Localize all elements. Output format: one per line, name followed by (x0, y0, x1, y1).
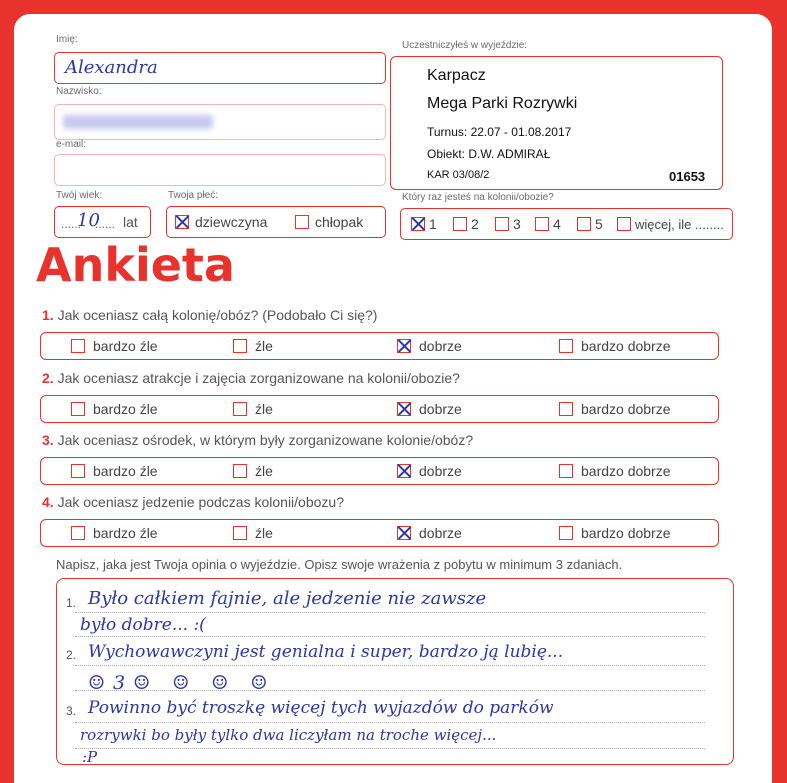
answer-label: bardzo źle (93, 338, 158, 355)
opinion-3-line-1: Powinno być troszkę więcej tych wyjazdów do parków (88, 698, 554, 718)
checkbox-icon[interactable] (233, 526, 247, 540)
opinion-prompt: Napisz, jaka jest Twoja opinia o wyjeździe. Opisz swoje wrażenia z pobytu w minimum 3 zdaniach. (56, 557, 623, 572)
answer-label: bardzo źle (93, 463, 158, 480)
answer-option[interactable] (71, 462, 158, 479)
answer-label: źle (255, 463, 273, 480)
answer-bar-4 (40, 519, 719, 547)
opinion-tail: :P (82, 748, 98, 766)
surname-label: Nazwisko: (56, 86, 102, 97)
opinion-num-2: 2. (66, 648, 77, 662)
answer-label: bardzo dobrze (581, 338, 671, 355)
checkbox-icon[interactable] (71, 526, 85, 540)
trip-code: KAR 03/08/2 (427, 169, 490, 181)
checkbox-icon[interactable] (559, 402, 573, 416)
times-option-5[interactable]: 5 (577, 215, 603, 232)
answer-option[interactable] (233, 524, 273, 541)
times-label: Który raz jesteś na kolonii/obozie? (402, 192, 554, 203)
answer-option[interactable] (71, 337, 158, 354)
checkbox-icon[interactable] (233, 402, 247, 416)
trip-city: Karpacz (427, 67, 486, 84)
question-2 (42, 370, 460, 386)
answer-option[interactable] (397, 462, 462, 479)
question-number: 1. (42, 307, 54, 323)
trip-obiekt: Obiekt: D.W. ADMIRAŁ (427, 147, 551, 161)
checkbox-icon[interactable] (453, 217, 467, 231)
answer-option[interactable] (559, 400, 671, 417)
age-value: 10 (77, 210, 100, 231)
checkbox-icon[interactable] (495, 217, 509, 231)
checkbox-icon[interactable] (397, 339, 411, 353)
checkbox-icon[interactable] (397, 402, 411, 416)
question-4 (42, 494, 344, 510)
answer-bar-1 (40, 332, 719, 360)
answer-label: dobrze (419, 525, 462, 542)
gender-option-boy[interactable]: chłopak (295, 213, 363, 230)
age-field[interactable] (54, 206, 151, 238)
answer-option[interactable] (559, 462, 671, 479)
question-text: Jak oceniasz jedzenie podczas kolonii/obozu? (53, 494, 344, 510)
trip-number: 01653 (669, 169, 706, 184)
name-value: Alexandra (65, 57, 158, 78)
trip-turnus: Turnus: 22.07 - 01.08.2017 (427, 125, 572, 139)
opinion-num-3: 3. (66, 704, 77, 718)
checkbox-icon[interactable] (617, 217, 631, 231)
answer-label: dobrze (419, 463, 462, 480)
checkbox-icon[interactable] (295, 215, 309, 229)
times-option-1[interactable]: 1 (411, 215, 437, 232)
question-text: Jak oceniasz ośrodek, w którym były zorganizowane kolonie/obóz? (53, 432, 474, 448)
age-unit: lat (123, 214, 138, 230)
answer-option[interactable] (559, 524, 671, 541)
opinion-3-line-2: rozrywki bo były tylko dwa liczyłam na troche więcej... (80, 726, 497, 744)
answer-label: bardzo dobrze (581, 525, 671, 542)
answer-option[interactable] (233, 462, 273, 479)
answer-label: źle (255, 338, 273, 355)
opinion-1-line-2: było dobre... :( (80, 615, 206, 635)
checkbox-icon[interactable] (397, 526, 411, 540)
age-dots-right: ...... (95, 217, 116, 231)
question-text: Jak oceniasz całą kolonię/obóz? (Podobało Ci się?) (53, 307, 378, 323)
checkbox-icon[interactable] (71, 339, 85, 353)
trip-park: Mega Parki Rozrywki (427, 95, 578, 112)
times-option-4[interactable]: 4 (535, 215, 561, 232)
checkbox-icon[interactable] (397, 464, 411, 478)
gender-label: Twoja płeć: (168, 190, 219, 201)
age-label: Twój wiek: (56, 190, 103, 201)
answer-bar-2 (40, 395, 719, 423)
answer-label: bardzo dobrze (581, 463, 671, 480)
gender-option-girl[interactable]: dziewczyna (175, 213, 267, 230)
answer-label: bardzo dobrze (581, 401, 671, 418)
checkbox-icon[interactable] (233, 464, 247, 478)
answer-label: dobrze (419, 401, 462, 418)
email-label: e-mail: (56, 139, 87, 150)
checkbox-icon[interactable] (577, 217, 591, 231)
answer-option[interactable] (397, 337, 462, 354)
answer-bar-3 (40, 457, 719, 485)
answer-label: źle (255, 401, 273, 418)
opinion-2-line-2: ☺3☺ ☺ ☺ ☺ (88, 672, 276, 694)
checkbox-icon[interactable] (559, 464, 573, 478)
answer-option[interactable] (233, 337, 273, 354)
redacted-surname (63, 115, 213, 129)
answer-label: źle (255, 525, 273, 542)
question-number: 3. (42, 432, 54, 448)
opinion-num-1: 1. (66, 596, 77, 610)
checkbox-icon[interactable] (175, 215, 189, 229)
question-1 (42, 307, 377, 323)
opinion-1-line-1: Było całkiem fajnie, ale jedzenie nie zawsze (88, 588, 487, 609)
name-label: Imię: (56, 34, 78, 45)
answer-option[interactable] (397, 400, 462, 417)
answer-label: bardzo źle (93, 525, 158, 542)
answer-option[interactable] (71, 524, 158, 541)
checkbox-icon[interactable] (559, 339, 573, 353)
times-option-3[interactable]: 3 (495, 215, 521, 232)
answer-label: bardzo źle (93, 401, 158, 418)
times-option-2[interactable]: 2 (453, 215, 479, 232)
question-3 (42, 432, 473, 448)
gender-field (166, 206, 386, 238)
name-field[interactable] (54, 52, 386, 84)
trip-label: Uczestniczyłeś w wyjeździe: (402, 40, 528, 51)
survey-title: Ankieta (36, 238, 235, 292)
checkbox-icon[interactable] (71, 464, 85, 478)
question-number: 2. (42, 370, 54, 386)
question-number: 4. (42, 494, 54, 510)
answer-option[interactable] (397, 524, 462, 541)
answer-option[interactable] (71, 400, 158, 417)
trip-card (390, 56, 723, 190)
checkbox-icon[interactable] (535, 217, 549, 231)
answer-label: dobrze (419, 338, 462, 355)
times-option-more[interactable]: więcej, ile ........ (617, 215, 724, 232)
surname-field[interactable] (54, 104, 386, 140)
answer-option[interactable] (559, 337, 671, 354)
opinion-2-line-1: Wychowawczyni jest genialna i super, bardzo ją lubię... (88, 642, 564, 662)
email-field[interactable] (54, 154, 386, 186)
question-text: Jak oceniasz atrakcje i zajęcia zorganizowane na kolonii/obozie? (53, 370, 460, 386)
checkbox-icon[interactable] (71, 402, 85, 416)
age-dots-left: ...... (61, 217, 82, 231)
answer-option[interactable] (233, 400, 273, 417)
checkbox-icon[interactable] (233, 339, 247, 353)
times-field (400, 208, 733, 240)
checkbox-icon[interactable] (411, 217, 425, 231)
checkbox-icon[interactable] (559, 526, 573, 540)
